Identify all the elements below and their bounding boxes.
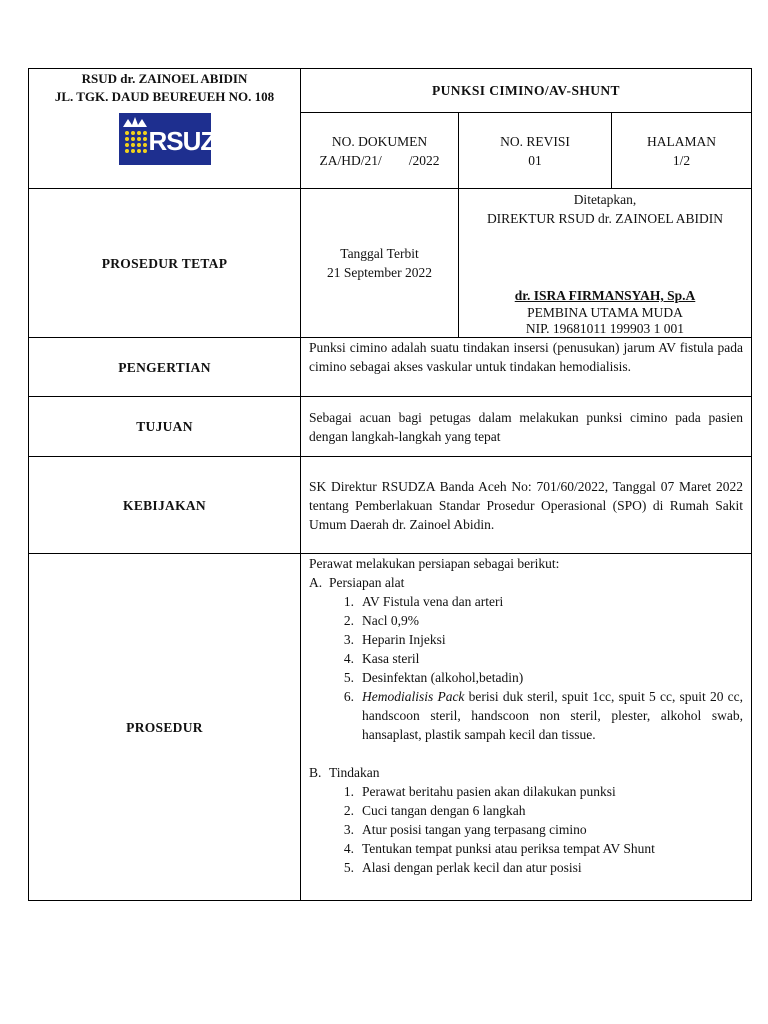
hospital-address: JL. TGK. DAUD BEUREUEH NO. 108 — [54, 89, 275, 104]
hospital-name: RSUD dr. ZAINOEL ABIDIN — [81, 71, 248, 86]
logo-text: RSUZA — [148, 126, 234, 156]
prosedur-content — [301, 554, 752, 901]
director-nip: NIP. 19681011 199903 1 001 — [525, 321, 685, 336]
rsuza-logo — [119, 113, 234, 165]
revision-cell — [459, 113, 612, 189]
sop-table — [28, 68, 752, 901]
list-item: 3. Heparin Injeksi — [343, 632, 446, 647]
doc-number-value: ZA/HD/21/ /2022 — [319, 152, 440, 168]
list-item: 5. Desinfektan (alkohol,betadin) — [343, 670, 524, 685]
hospital-cell — [29, 69, 301, 189]
part-a-list — [309, 592, 743, 744]
pengertian-text: Punksi cimino adalah suatu tindakan insersi (penusukan) jarum AV fistula pada cimino sebagai akses vaskular untuk tindakan hemodialisis. — [301, 338, 752, 397]
issue-cell — [301, 189, 459, 338]
part-b-list — [309, 782, 743, 877]
hemodialisis-pack-term: Hemodialisis Pack — [362, 689, 465, 704]
issue-label: Tanggal Terbit — [340, 246, 419, 261]
kebijakan-label: KEBIJAKAN — [29, 457, 301, 554]
list-item: 6. Hemodialisis Pack berisi duk steril, spuit 1cc, spuit 5 cc, spuit 20 cc, handscoon steril, handscoon non steril, plester, alkohol swab, hansaplast, plastik sampah kecil dan tissue. — [343, 689, 744, 742]
prosedur-intro: Perawat melakukan persiapan sebagai berikut: — [309, 556, 560, 571]
part-b-title: Tindakan — [329, 765, 380, 780]
list-item: 5. Alasi dengan perlak kecil dan atur posisi — [343, 860, 582, 875]
list-item: 4. Kasa steril — [343, 651, 420, 666]
crown-icon — [123, 117, 147, 161]
page-cell — [612, 113, 752, 189]
list-item: 4. Tentukan tempat punksi atau periksa tempat AV Shunt — [343, 841, 655, 856]
doc-number-label: NO. DOKUMEN — [331, 133, 428, 149]
list-item: 2. Cuci tangan dengan 6 langkah — [343, 803, 526, 818]
issue-date: 21 September 2022 — [327, 265, 432, 280]
pengertian-label: PENGERTIAN — [29, 338, 301, 397]
page-value: 1/2 — [672, 152, 691, 168]
list-item: 1. AV Fistula vena dan arteri — [343, 594, 504, 609]
revision-label: NO. REVISI — [500, 133, 570, 149]
kebijakan-text: SK Direktur RSUDZA Banda Aceh No: 701/60/2022, Tanggal 07 Maret 2022 tentang Pemberlakuan Standar Prosedur Operasional (SPO) di Rumah Sakit Umum Daerah dr. Zainoel Abidin. — [301, 457, 752, 554]
hemodialisis-pack-contents: berisi duk steril, spuit 1cc, spuit 5 cc, spuit 20 cc, handscoon steril, handscoon non steril, plester, alkohol swab, hansaplast, plastik sampah kecil dan tissue. — [362, 689, 744, 742]
document-title: PUNKSI CIMINO/AV-SHUNT — [301, 69, 752, 113]
part-a-letter: A. — [309, 575, 323, 590]
part-a-heading — [309, 573, 743, 592]
tujuan-text: Sebagai acuan bagi petugas dalam melakukan punksi cimino pada pasien dengan langkah-langkah yang tepat — [301, 397, 752, 457]
director-title: DIREKTUR RSUD dr. ZAINOEL ABIDIN — [486, 211, 724, 226]
list-item: 3. Atur posisi tangan yang terpasang cimino — [343, 822, 587, 837]
sop-document — [28, 68, 751, 901]
doc-number-cell — [301, 113, 459, 189]
part-b-heading — [309, 763, 743, 782]
director-name: dr. ISRA FIRMANSYAH, Sp.A — [514, 288, 696, 303]
approval-set-label: Ditetapkan, — [573, 192, 637, 207]
procedure-type: PROSEDUR TETAP — [29, 189, 301, 338]
director-rank: PEMBINA UTAMA MUDA — [527, 305, 683, 320]
part-b-letter: B. — [309, 765, 322, 780]
revision-value: 01 — [528, 152, 542, 168]
list-item: 1. Perawat beritahu pasien akan dilakukan punksi — [343, 784, 616, 799]
tujuan-label: TUJUAN — [29, 397, 301, 457]
list-item: 2. Nacl 0,9% — [343, 613, 419, 628]
page-label: HALAMAN — [647, 133, 716, 149]
part-a-title: Persiapan alat — [329, 575, 405, 590]
prosedur-label: PROSEDUR — [29, 554, 301, 901]
approval-cell — [459, 189, 752, 338]
